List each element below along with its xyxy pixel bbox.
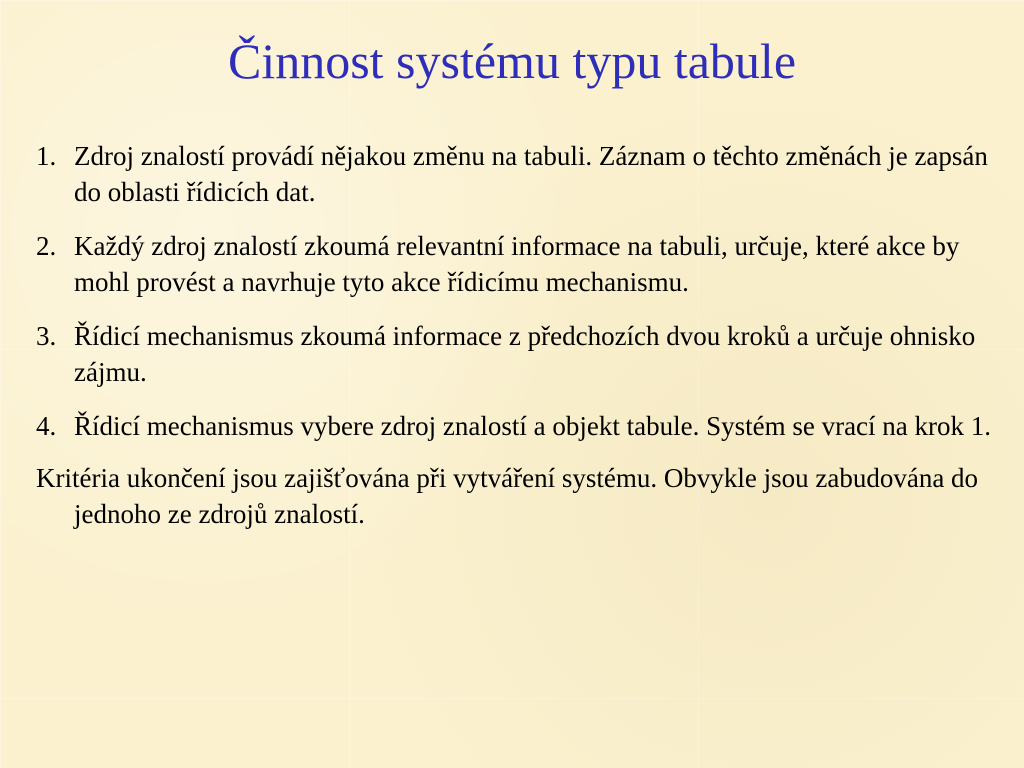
list-item: [36, 318, 996, 390]
list-item-text: Řídicí mechanismus vybere zdroj znalostí a objekt tabule. Systém se vrací na krok 1.: [74, 411, 992, 441]
list-item: [36, 408, 996, 444]
list-item-number: 1.: [36, 141, 57, 171]
closing-paragraph: Kritéria ukončení jsou zajišťována při vytváření systému. Obvykle jsou zabudována do jednoho ze zdrojů znalostí.: [36, 463, 979, 529]
list-item-text: Řídicí mechanismus zkoumá informace z předchozích dvou kroků a určuje ohnisko zájmu.: [74, 321, 976, 387]
slide-body: [36, 138, 996, 532]
list-item-text: Zdroj znalostí provádí nějakou změnu na tabuli. Záznam o těchto změnách je zapsán do oblasti řídicích dat.: [74, 141, 988, 207]
list-item: [36, 228, 996, 300]
list-item-number: 2.: [36, 231, 57, 261]
list-item-number: 4.: [36, 411, 57, 441]
slide-title: Činnost systému typu tabule: [227, 33, 797, 89]
list-item-number: 3.: [36, 321, 57, 351]
list-item-text: Každý zdroj znalostí zkoumá relevantní informace na tabuli, určuje, které akce by mohl provést a navrhuje tyto akce řídicímu mechanismu.: [74, 231, 960, 297]
list-item: [36, 138, 996, 210]
